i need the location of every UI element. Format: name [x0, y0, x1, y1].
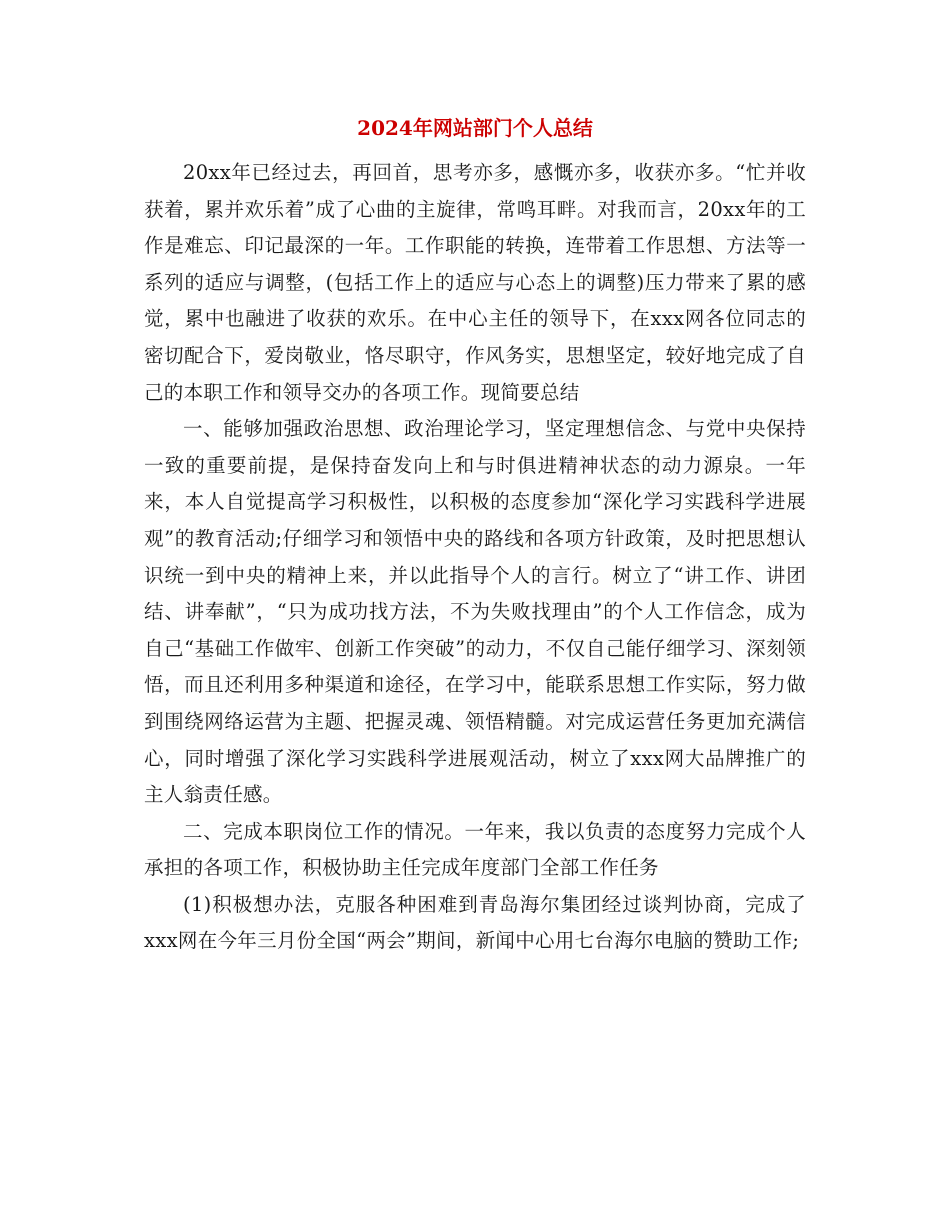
paragraph-section-two: 二、完成本职岗位工作的情况。一年来，我以负责的态度努力完成个人承担的各项工作，积极协助主任完成年度部门全部工作任务 — [144, 819, 806, 880]
document-title: 2024年网站部门个人总结 — [357, 116, 593, 140]
document-body — [144, 155, 806, 960]
paragraph-item-one: (1)积极想办法，克服各种困难到青岛海尔集团经过谈判协商，完成了xxx网在今年三月份全国“两会”期间，新闻中心用七台海尔电脑的赞助工作; — [144, 892, 806, 953]
paragraph-section-one: 一、能够加强政治思想、政治理论学习，坚定理想信念、与党中央保持一致的重要前提，是保持奋发向上和与时俱进精神状态的动力源泉。一年来，本人自觉提高学习积极性，以积极的态度参加“深化学习实践科学进展观”的教育活动;仔细学习和领悟中央的路线和各项方针政策，及时把思想认识统一到中央的精神上来，并以此指导个人的言行。树立了“讲工作、讲团结、讲奉献”，“只为成功找方法，不为失败找理由”的个人工作信念，成为自己“基础工作做牢、创新工作突破”的动力，不仅自己能仔细学习、深刻领悟，而且还利用多种渠道和途径，在学习中，能联系思想工作实际，努力做到围绕网络运营为主题、把握灵魂、领悟精髓。对完成运营任务更加充满信心，同时增强了深化学习实践科学进展观活动，树立了xxx网大品牌推广的主人翁责任感。 — [144, 417, 806, 807]
paragraph-intro: 20xx年已经过去，再回首，思考亦多，感慨亦多，收获亦多。“忙并收获着，累并欢乐着”成了心曲的主旋律，常鸣耳畔。对我而言，20xx年的工作是难忘、印记最深的一年。工作职能的转换，连带着工作思想、方法等一系列的适应与调整，(包括工作上的适应与心态上的调整)压力带来了累的感觉，累中也融进了收获的欢乐。在中心主任的领导下，在xxx网各位同志的密切配合下，爱岗敬业，恪尽职守，作风务实，思想坚定，较好地完成了自己的本职工作和领导交办的各项工作。现简要总结 — [144, 161, 806, 404]
